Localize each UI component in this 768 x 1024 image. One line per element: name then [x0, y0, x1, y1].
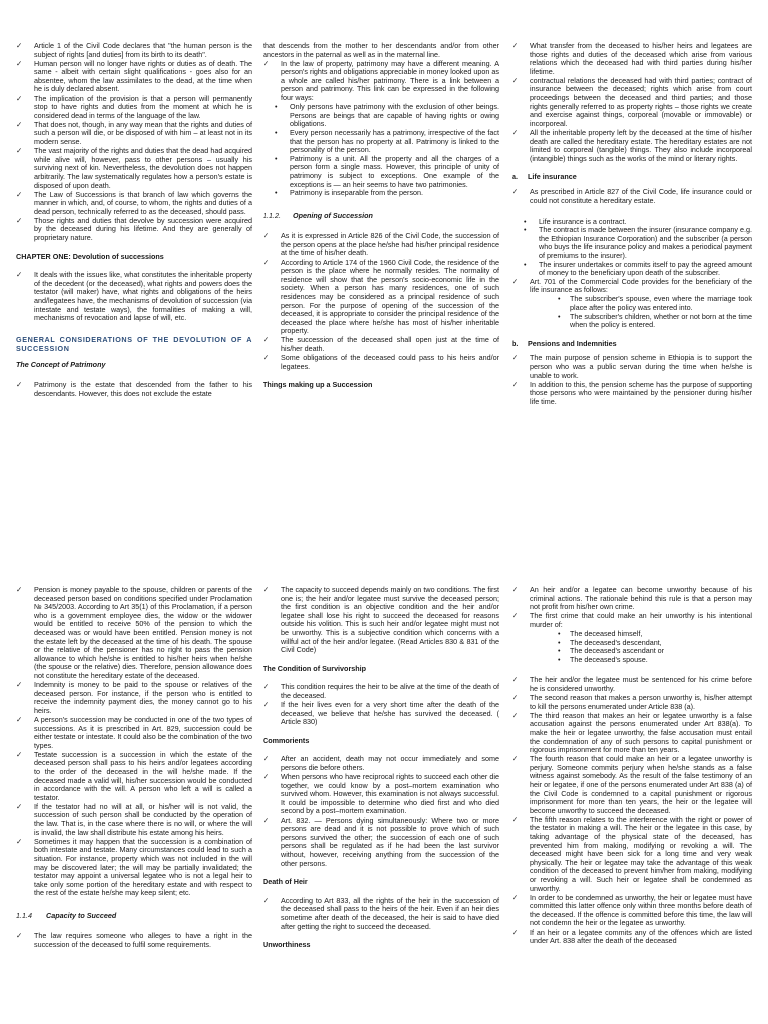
section-heading: GENERAL CONSIDERATIONS OF THE DEVOLUTION OF A SUCCESSION	[16, 334, 252, 353]
paragraph-text: That does not, though, in any way mean that the rights and duties of such a person will die, or be disposed of with him – at least not in its modern sense.	[34, 119, 252, 147]
bullet-paragraph	[16, 191, 252, 217]
bullet-paragraph	[263, 701, 499, 727]
bullet-text: The subscriber's spouse, even where the marriage took place after the policy was entered into.	[570, 294, 752, 313]
checkmark-icon: ✓	[263, 257, 270, 267]
paragraph-text: If an heir or a legatee commits any of the offences which are listed under Art. 838 after the death of the deceased	[530, 927, 752, 946]
bullet-icon: •	[524, 259, 527, 269]
bullet-paragraph	[16, 716, 252, 750]
bullet-text: The contract is made between the insurer (insurance company e.g. the Ethiopian Insurance Corporation) and the subscriber (a person who buys the life insurance policy and makes a periodical payment of premiums to the insurer).	[539, 225, 752, 260]
paragraph-text: What transfer from the deceased to his/her heirs and legatees are those rights and duties of the deceased which arise from various relations which the deceased had with third parties during his/her lifetime.	[530, 41, 752, 76]
checkmark-icon: ✓	[16, 189, 23, 199]
bullet-icon: •	[558, 637, 561, 647]
subsection-heading: The Concept of Patrimony	[16, 359, 106, 369]
section-heading: Death of Heir	[263, 877, 308, 887]
checkmark-icon: ✓	[263, 682, 270, 692]
checkmark-icon: ✓	[512, 814, 519, 824]
heading-number: a.	[512, 172, 518, 182]
bullet-icon: •	[558, 646, 561, 656]
paragraph-text: The law requires someone who alleges to have a right in the succession of the deceased to fulfil some requirements.	[34, 931, 252, 950]
paragraph-text: An heir and/or a legatee can become unworthy because of his criminal actions. The rationale behind this rule is that a person may not profit from his/her own crime.	[530, 586, 752, 612]
sub-bullet	[263, 155, 499, 189]
paragraph-text: Sometimes it may happen that the succession is a combination of both intestate and testate. Many circumstances could lead to such a situation. For instance, property which was not included in the will may be discovered later; the will may be partially invalidated; the testator may appoint a universal legatee who is not a legal heir to take only some portion of the hereditary estate and with respect to the rest of the estate he/she may keep silent; etc.	[34, 836, 252, 898]
checkmark-icon: ✓	[263, 586, 270, 594]
checkmark-icon: ✓	[16, 586, 23, 594]
bullet-paragraph	[263, 817, 499, 869]
paragraph-text: As it is expressed in Article 826 of the Civil Code, the succession of the person opens at the place he/she had his/her principal residence at the time of his/her death.	[281, 231, 499, 258]
bullet-icon: •	[558, 294, 561, 304]
bullet-paragraph	[16, 751, 252, 803]
bullet-paragraph	[512, 694, 752, 711]
bullet-paragraph	[263, 586, 499, 655]
paragraph-text: The capacity to succeed depends mainly on two conditions. The first one is; the heir and/or legatee must survive the deceased person; the first condition is an objective condition and the heir and/or legatee shall lose his right to succeed the deceased for reasons outside his volition. This is such heir and/or legatee might must not be unworthy. This is a subjective condition which concerns with a willful act of the heir and/or legatee. (Read Articles 830 & 831 of the Civil Code)	[281, 586, 499, 655]
bullet-icon: •	[558, 628, 561, 638]
checkmark-icon: ✓	[512, 693, 519, 703]
column-1	[16, 586, 252, 950]
bullet-paragraph	[512, 354, 752, 380]
sub-bullet	[263, 129, 499, 155]
checkmark-icon: ✓	[263, 772, 270, 782]
checkmark-icon: ✓	[16, 270, 23, 280]
paragraph-text: The second reason that makes a person unworthy is, his/her attempt to kill the persons enumerated under Article 838 (a).	[530, 693, 752, 711]
bullet-paragraph	[263, 354, 499, 371]
checkmark-icon: ✓	[16, 215, 23, 225]
bullet-icon: •	[275, 102, 278, 112]
checkmark-icon: ✓	[16, 680, 23, 690]
nested-bullet	[512, 295, 752, 312]
bullet-paragraph	[263, 232, 499, 258]
bullet-paragraph	[16, 42, 252, 59]
bullet-paragraph	[512, 129, 752, 163]
checkmark-icon: ✓	[263, 335, 270, 345]
bullet-text: Patrimony is inseparable from the person.	[290, 188, 424, 198]
bullet-paragraph	[16, 217, 252, 243]
checkmark-icon: ✓	[263, 58, 270, 68]
sub-bullet	[263, 103, 499, 129]
paragraph-text: If the testator had no will at all, or his/her will is not valid, the succession of such person shall be conducted by the operation of the law. That is, in the case where there is no will, or where the will is invalid, the law shall distribute his estate among his heirs.	[34, 801, 252, 837]
checkmark-icon: ✓	[16, 93, 23, 103]
heading-text: Capacity to Succeed	[46, 910, 117, 920]
bullet-paragraph	[263, 755, 499, 772]
checkmark-icon: ✓	[263, 815, 270, 825]
bullet-paragraph	[512, 586, 752, 612]
bullet-text: Only persons have patrimony with the exclusion of other beings. Persons are beings that are capable of having rights or owing obligations.	[290, 102, 499, 129]
checkmark-icon: ✓	[512, 611, 519, 621]
bullet-paragraph	[16, 147, 252, 190]
bullet-paragraph	[16, 803, 252, 837]
numbered-heading	[263, 212, 499, 221]
bullet-paragraph	[263, 773, 499, 816]
nested-bullet	[512, 313, 752, 330]
checkmark-icon: ✓	[16, 146, 23, 156]
bullet-icon: •	[275, 127, 278, 137]
paragraph-text: A person's succession may be conducted in one of the two types of successions. As it is prescribed in Art. 829, succession could be either testate or intestate. It could also be the combination of the two types.	[34, 714, 252, 750]
bullet-paragraph	[512, 188, 752, 205]
paragraph-text: If the heir lives even for a very short time after the death of the deceased, we believe that he/she has survived the deceased. ( Article 830)	[281, 700, 499, 727]
bullet-text: Life insurance is a contract.	[539, 216, 627, 226]
paragraph-text: contractual relations the deceased had with third parties; contract of insurance between the deceased; rights which arise from court proceedings between the deceased and third parties; and those rights generally referred to as property rights – those rights we create and exercise against things, corporeal (movable or immovable) or incorporeal.	[530, 75, 752, 128]
bullet-paragraph	[512, 676, 752, 693]
section-heading: Commorients	[263, 735, 310, 745]
paragraph-text: Pension is money payable to the spouse, children or parents of the deceased person based on conditions specified under Proclamation № 345/2003. According to Art 35(1) of this Proclamation, if a person who is a government employee dies, the widow or the widower would be entitled to receive 50% of the pension to which the deceased was or would have been entitled. Pension money is not the estate left by the deceased at the time of his death. The spouse or the relative of the pensioner has no right to pass the pension allowance to which he/she is entitled to his/her heirs when he/she (the spouse or the relative) dies. Therefore, pension allowance does not constitute the hereditary estate of the deceased.	[34, 586, 252, 680]
paragraph-text: The heir and/or the legatee must be sentenced for his crime before he is considered unworthy.	[530, 675, 752, 693]
checkmark-icon: ✓	[512, 754, 519, 764]
column-1	[16, 42, 252, 399]
section-heading: CHAPTER ONE: Devolution of successions	[16, 251, 164, 261]
checkmark-icon: ✓	[512, 675, 519, 685]
paragraph-text: Art. 701 of the Commercial Code provides for the beneficiary of the life insurance as follows:	[530, 276, 752, 295]
paragraph-continuation: that descends from the mother to her descendants and/or from other ancestors in the paternal as well as in the maternal line.	[263, 41, 499, 59]
paragraph-text: As prescribed in Article 827 of the Civil Code, life insurance could or could not constitute a hereditary estate.	[530, 186, 752, 205]
paragraph-text: Some obligations of the deceased could pass to his heirs and/or legatees.	[281, 353, 499, 371]
checkmark-icon: ✓	[263, 700, 270, 710]
bullet-text: The deceased's spouse.	[570, 654, 648, 664]
bullet-paragraph	[263, 60, 499, 103]
bullet-paragraph	[512, 755, 752, 815]
paragraph-text: According to Article 174 of the 1960 Civil Code, the residence of the person is the place where he normally resides. The normality of residence will show that the person's socio-economic life in the society. When a person has many residences, one of such residences may be considered as a principal residence of such person. For the purpose of opening of the succession of the deceased, it is appropriate to consider the principal residence of the deceased the place where he/she has most of his/her inheritable property.	[281, 257, 499, 336]
checkmark-icon: ✓	[512, 710, 519, 720]
lettered-heading	[512, 340, 752, 349]
section-heading: The Condition of Survivorship	[263, 663, 367, 673]
bullet-icon: •	[524, 216, 527, 226]
paragraph-text: Testate succession is a succession in which the estate of the deceased person shall pass to his heirs and/or legatees according to the order of the deceased in the will he/she made. If the deceased made a valid will, his/her succession would be conducted in accordance with the will. A person who left a will is called a testator.	[34, 749, 252, 802]
checkmark-icon: ✓	[16, 749, 23, 759]
checkmark-icon: ✓	[512, 353, 519, 363]
bullet-icon: •	[275, 188, 278, 198]
paragraph-text: The main purpose of pension scheme in Ethiopia is to support the person who was a public servan during the time when he/she is unable to work.	[530, 353, 752, 380]
bullet-paragraph	[16, 681, 252, 715]
paragraph-text: According to Art 833, all the rights of the heir in the succession of the deceased shall pass to the heirs of the heir. Even if an heir dies sometime after death of the deceased, the heir is said to have died after getting the right to succeed the deceased.	[281, 895, 499, 931]
bullet-text: Every person necessarily has a patrimony, irrespective of the fact that the person has no property at all. Patrimony is linked to the personality of the person.	[290, 127, 499, 155]
checkmark-icon: ✓	[263, 895, 270, 905]
bullet-paragraph	[16, 271, 252, 323]
numbered-heading	[16, 912, 252, 921]
checkmark-icon: ✓	[16, 119, 23, 129]
section-heading: Things making up a Succession	[263, 380, 373, 390]
checkmark-icon: ✓	[512, 186, 519, 196]
bullet-paragraph	[16, 381, 252, 398]
paragraph-text: The fourth reason that could make an heir or a legatee unworthy is perjury. Someone commits perjury when he/she stands as a false witness against somebody. As the result of the false testimony of an heir or legatee, if one of the persons enumerated under Art 838 (a) of the Civil Code is condemned to a capital punishment or rigorous imprisonment for more than ten years, the heir or the legatee will become unworthy to succeed the deceased.	[530, 754, 752, 815]
bullet-paragraph	[512, 42, 752, 76]
bullet-paragraph	[512, 816, 752, 893]
sub-bullet	[263, 189, 499, 198]
column-3	[512, 42, 752, 407]
nested-bullet	[512, 656, 752, 665]
paragraph-text: In addition to this, the pension scheme has the purpose of supporting those persons who were maintained by the pensioner during his/her life time.	[530, 379, 752, 406]
document-page-top	[0, 0, 768, 506]
heading-text: Pensions and Indemnities	[528, 338, 617, 348]
column-2	[263, 42, 499, 400]
bullet-text: The deceased's ascendant or	[570, 646, 665, 656]
bullet-paragraph	[512, 278, 752, 295]
heading-text: Opening of Succession	[293, 210, 373, 220]
bullet-paragraph	[512, 612, 752, 629]
sub-bullet	[512, 226, 752, 260]
heading-number: 1.1.4	[16, 910, 32, 920]
paragraph-text: Patrimony is the estate that descended from the father to his descendants. However, this does not exclude the estate	[34, 380, 252, 398]
paragraph-text: The third reason that makes an heir or legatee unworthy is a false accusation against the persons enumerated under Art 838(a). To make the heir or legatee unworthy, the false accusation must entail the condemnation of any of such persons to capital punishment or rigorous imprisonment for more than ten years.	[530, 710, 752, 755]
paragraph-text: In order to be condemned as unworthy, the heir or legatee must have committed this latter offence only within three months before death of the deceased. If the offence is committed before this time, the law will not condemn the heir or the legatee as unworthy.	[530, 892, 752, 928]
heading-text: Life insurance	[528, 172, 577, 182]
paragraph-text: The succession of the deceased shall open just at the time of his/her death.	[281, 335, 499, 353]
paragraph-text: The vast majority of the rights and duties that the dead had acquired while alive will, however, pass to other persons – usually his surviving next of kin. Nevertheless, the devolution does not happen arbitrarily. The law systematically regulates how a person's estate is disposed of upon death.	[34, 146, 252, 190]
section-heading: Unworthiness	[263, 940, 311, 950]
bullet-paragraph	[512, 77, 752, 129]
heading-number: b.	[512, 338, 519, 348]
checkmark-icon: ✓	[512, 75, 519, 85]
checkmark-icon: ✓	[512, 927, 519, 937]
checkmark-icon: ✓	[263, 231, 270, 241]
bullet-icon: •	[558, 311, 561, 321]
bullet-paragraph	[16, 932, 252, 949]
bullet-paragraph	[16, 95, 252, 121]
document-page-bottom	[0, 586, 768, 1024]
bullet-paragraph	[263, 259, 499, 336]
checkmark-icon: ✓	[263, 754, 270, 764]
checkmark-icon: ✓	[512, 586, 519, 594]
lettered-heading	[512, 173, 752, 182]
paragraph-text: After an accident, death may not occur immediately and some persons die before others.	[281, 754, 499, 772]
bullet-paragraph	[512, 929, 752, 946]
heading-number: 1.1.2.	[263, 210, 281, 220]
checkmark-icon: ✓	[16, 714, 23, 724]
paragraph-text: Art. 832. — Persons dying simultaneously: Where two or more persons are dead and it is not possible to prove which of such persons survived the other; the succession of each one of such persons shall be regulated as if he had been the last survivor without, however, receiving anything from the succession of the other persons.	[281, 815, 499, 868]
bullet-paragraph	[512, 712, 752, 755]
paragraph-text: Human person will no longer have rights or duties as of death. The same - albeit with certain slight qualifications - goes also for an absentee, whom the law assimilates to the dead, at the time when he is duly declared absent.	[34, 58, 252, 94]
bullet-paragraph	[16, 60, 252, 94]
checkmark-icon: ✓	[16, 836, 23, 846]
checkmark-icon: ✓	[16, 41, 23, 50]
bullet-icon: •	[558, 654, 561, 664]
paragraph-text: In the law of property, patrimony may have a different meaning. A person's rights and obligations appreciable in money looked upon as a whole are called his/her patrimony. There is a link between a person and patrimony. This link can be expressed in the following four ways:	[281, 58, 499, 103]
checkmark-icon: ✓	[512, 379, 519, 389]
column-3	[512, 586, 752, 946]
bullet-icon: •	[275, 153, 278, 163]
bullet-text: The deceased himself,	[570, 628, 643, 638]
paragraph-text: When persons who have reciprocal rights to succeed each other die together, we could know by a post–mortem examination who survived whom. However, this examination is not always successful. It could be impossible to determine who died first and who died second by a post–mortem examination.	[281, 772, 499, 816]
bullet-text: Patrimony is a unit. All the property and all the charges of a person form a single mass. However, this principle of unity of patrimony is subject to exceptions. One example of the exceptions is — an heir seems to have two patrimonies.	[290, 153, 499, 189]
paragraph-text: The implication of the provision is that a person will permanently stop to have rights and duties from the moment at which he is considered dead in terms of the language of the law.	[34, 93, 252, 120]
bullet-paragraph	[263, 897, 499, 931]
checkmark-icon: ✓	[16, 58, 23, 68]
checkmark-icon: ✓	[263, 353, 270, 363]
paragraph-text: Article 1 of the Civil Code declares that "the human person is the subject of rights [and duties] from its birth to its death".	[34, 41, 252, 59]
paragraph-text: Those rights and duties that devolve by succession were acquired by the deceased during his lifetime. And they are generally of proprietary nature.	[34, 215, 252, 243]
bullet-icon: •	[524, 225, 527, 235]
checkmark-icon: ✓	[16, 931, 23, 941]
paragraph-text: All the inheritable property left by the deceased at the time of his/her death are called the hereditary estate. The hereditary estates are not limited to corporeal (tangible) things. They also include incorporeal (intangible) things such as the works of the mind or literary rights.	[530, 127, 752, 163]
checkmark-icon: ✓	[16, 801, 23, 811]
paragraph-text: This condition requires the heir to be alive at the time of the death of the deceased.	[281, 682, 499, 700]
checkmark-icon: ✓	[512, 276, 519, 286]
bullet-text: The insurer undertakes or commits itself to pay the agreed amount of money to the beneficiary upon death of the subscriber.	[539, 259, 752, 278]
paragraph-text: Indemnity is money to be paid to the spouse or relatives of the deceased person. For instance, if the person who is entitled to receive the indemnity payment dies, the money cannot go to his heirs.	[34, 680, 252, 715]
paragraph-text: The first crime that could make an heir unworthy is his intentional murder of:	[530, 611, 752, 629]
page-gap	[0, 506, 768, 586]
paragraph-text: The fifth reason relates to the interference with the right or power of the testator in making a will. The heir or the legatee in this case, by taking advantage of the physical state of the deceased, has prevented him from making, modifying or revoking a will. The deceased might have been sick for a long time and very weak physically. The heir or legatee may take the advantage of this weak condition of the deceased to prevent him/her from making, modifying or revoking a will. Such heir or legatee shall be condemned as unworthy.	[530, 814, 752, 893]
paragraph-text: The Law of Successions is that branch of law which governs the manner in which, and, of course, to whom, the rights and duties of a dead person, technically referred to as the deceased, should pass.	[34, 189, 252, 216]
bullet-text: The subscriber's children, whether or not born at the time when the policy is entered.	[570, 311, 752, 330]
bullet-paragraph	[16, 838, 252, 898]
sub-bullet	[512, 261, 752, 278]
checkmark-icon: ✓	[16, 380, 23, 390]
bullet-text: The deceased's descendant,	[570, 637, 662, 647]
checkmark-icon: ✓	[512, 892, 519, 902]
checkmark-icon: ✓	[512, 127, 519, 137]
bullet-paragraph	[512, 894, 752, 928]
bullet-paragraph	[263, 683, 499, 700]
checkmark-icon: ✓	[512, 41, 519, 50]
bullet-paragraph	[512, 381, 752, 407]
column-2	[263, 586, 499, 960]
paragraph-text: It deals with the issues like, what constitutes the inheritable property of the decedent (or the deceased), what rights and powers does the testator (will maker) have, what rights and obligations of the heirs and/legatees have, the mechanisms of devolution of succession (via intestate and testate ways), the formalities of making a will, mechanisms of revocation and lapse of will, etc.	[34, 270, 252, 323]
bullet-paragraph	[263, 336, 499, 353]
bullet-paragraph	[16, 586, 252, 681]
bullet-paragraph	[16, 121, 252, 147]
